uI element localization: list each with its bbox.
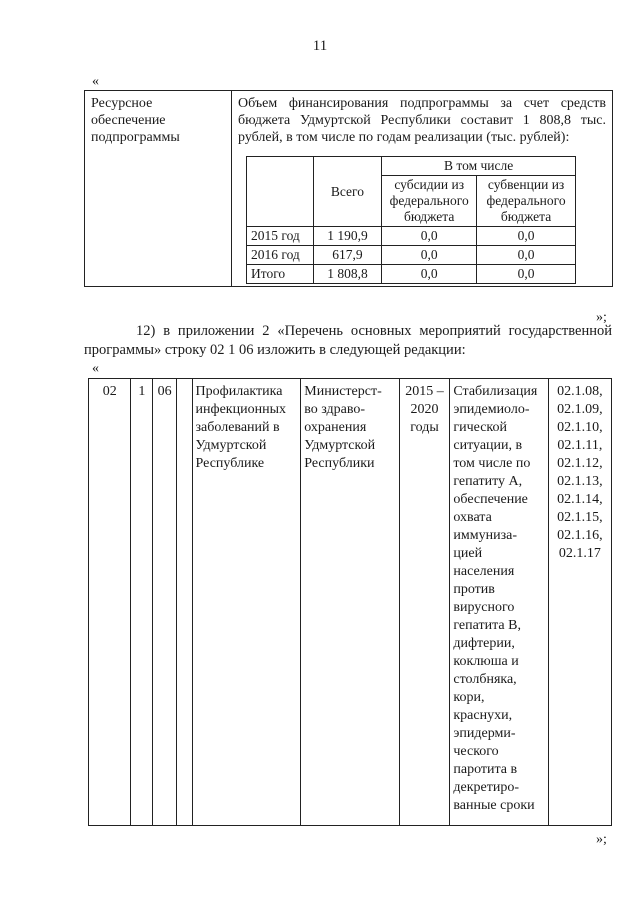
quote-close-bottom: »;: [596, 832, 607, 847]
financing-table: [246, 156, 576, 284]
text-line: заболеваний в: [195, 420, 280, 435]
financing-row-label: Итого: [247, 265, 314, 284]
instruction-paragraph: 12) в приложении 2 «Перечень основных мероприятий государственной программы» строку 02 1 06 изложить в следующей редакции:: [84, 323, 612, 358]
code-extra-cell: [177, 379, 193, 826]
indicator-code: 02.1.11,: [557, 438, 603, 453]
result-cell: [450, 379, 548, 826]
text-line: гепатита В,: [453, 618, 521, 633]
text-line: ситуации, в: [453, 438, 523, 453]
indicator-code: 02.1.17: [558, 546, 601, 561]
text-line: годы: [410, 420, 439, 435]
indicator-code: 02.1.16,: [557, 528, 603, 543]
text-line: Удмуртской: [195, 438, 267, 453]
financing-total: 617,9: [313, 246, 382, 265]
activity-name-cell: [192, 379, 301, 826]
text-line: охранения: [304, 420, 367, 435]
text-line: иммуниза-: [453, 528, 517, 543]
text-line: паротита в: [453, 762, 518, 777]
resource-table: [84, 90, 613, 287]
text-line: дифтерии,: [453, 636, 515, 651]
table-row: [247, 246, 576, 265]
text-line: Профилактика: [195, 384, 283, 399]
financing-row-label: 2015 год: [247, 227, 314, 246]
text-line: эпидерми-: [453, 726, 516, 741]
header-line: федерального: [486, 193, 566, 208]
indicators-cell: [548, 379, 611, 826]
financing-header-total: Всего: [313, 157, 382, 227]
text-line: во здраво-: [304, 402, 366, 417]
financing-subsidies: 0,0: [382, 265, 477, 284]
resource-label-line: Ресурсное: [91, 96, 153, 111]
financing-header-subventions: [477, 176, 576, 227]
resource-label-cell: [85, 91, 232, 287]
header-line: субвенции из: [487, 177, 565, 192]
code-activity-cell: 06: [153, 379, 177, 826]
text-line: декретиро-: [453, 780, 519, 795]
text-line: гепатиту А,: [453, 474, 523, 489]
indicator-code: 02.1.15,: [557, 510, 603, 525]
indicator-code: 02.1.09,: [557, 402, 603, 417]
resource-label-line: обеспечение: [91, 113, 166, 128]
executor-cell: [301, 379, 399, 826]
text-line: обеспечение: [453, 492, 528, 507]
text-line: цией: [453, 546, 483, 561]
code-program-cell: 02: [89, 379, 131, 826]
financing-subsidies: 0,0: [382, 246, 477, 265]
resource-description-cell: [232, 91, 613, 287]
text-line: ческого: [453, 744, 499, 759]
activity-table: [88, 378, 612, 826]
indicator-code: 02.1.14,: [557, 492, 603, 507]
indicator-code: 02.1.13,: [557, 474, 603, 489]
table-row: [89, 379, 612, 826]
text-line: охвата: [453, 510, 492, 525]
financing-subventions: 0,0: [477, 246, 576, 265]
code-subprogram-cell: 1: [131, 379, 153, 826]
text-line: Министерст-: [304, 384, 382, 399]
financing-total: 1 190,9: [313, 227, 382, 246]
text-line: Удмуртской: [304, 438, 376, 453]
text-line: ванные сроки: [453, 798, 535, 813]
text-line: инфекционных: [195, 402, 286, 417]
text-line: эпидемиоло-: [453, 402, 530, 417]
quote-open-top: «: [92, 74, 99, 89]
table-row: [247, 227, 576, 246]
header-line: субсидии из: [394, 177, 465, 192]
text-line: 2020: [410, 402, 439, 417]
text-line: коклюша и: [453, 654, 519, 669]
text-line: Стабилизация: [453, 384, 538, 399]
page-number: 11: [312, 38, 328, 54]
text-line: гической: [453, 420, 508, 435]
table-row: [247, 265, 576, 284]
text-line: том числе по: [453, 456, 531, 471]
financing-header-subsidies: [382, 176, 477, 227]
text-line: кори,: [453, 690, 485, 705]
financing-row-label: 2016 год: [247, 246, 314, 265]
financing-corner-cell: [247, 157, 314, 227]
indicator-code: 02.1.10,: [557, 420, 603, 435]
financing-subsidies: 0,0: [382, 227, 477, 246]
financing-subventions: 0,0: [477, 265, 576, 284]
text-line: населения: [453, 564, 515, 579]
text-line: против: [453, 582, 495, 597]
quote-open-bottom: «: [92, 361, 99, 376]
text-line: краснухи,: [453, 708, 513, 723]
text-line: 2015 –: [405, 384, 444, 399]
resource-label-line: подпрограммы: [91, 130, 180, 145]
text-line: Республике: [195, 456, 265, 471]
indicator-code: 02.1.08,: [557, 384, 603, 399]
header-line: федерального: [389, 193, 469, 208]
financing-total: 1 808,8: [313, 265, 382, 284]
text-line: столбняка,: [453, 672, 517, 687]
financing-subventions: 0,0: [477, 227, 576, 246]
header-line: бюджета: [404, 209, 455, 224]
text-line: Республики: [304, 456, 375, 471]
header-line: бюджета: [500, 209, 552, 224]
quote-close-top: »;: [596, 310, 607, 325]
resource-description: Объем финансирования подпрограммы за счет средств бюджета Удмуртской Республики составит 1 808,8 тыс. рублей, в том числе по годам реализации (тыс. рублей):: [238, 96, 606, 145]
period-cell: [399, 379, 450, 826]
indicator-code: 02.1.12,: [557, 456, 603, 471]
text-line: вирусного: [453, 600, 515, 615]
financing-header-including: В том числе: [382, 157, 576, 176]
